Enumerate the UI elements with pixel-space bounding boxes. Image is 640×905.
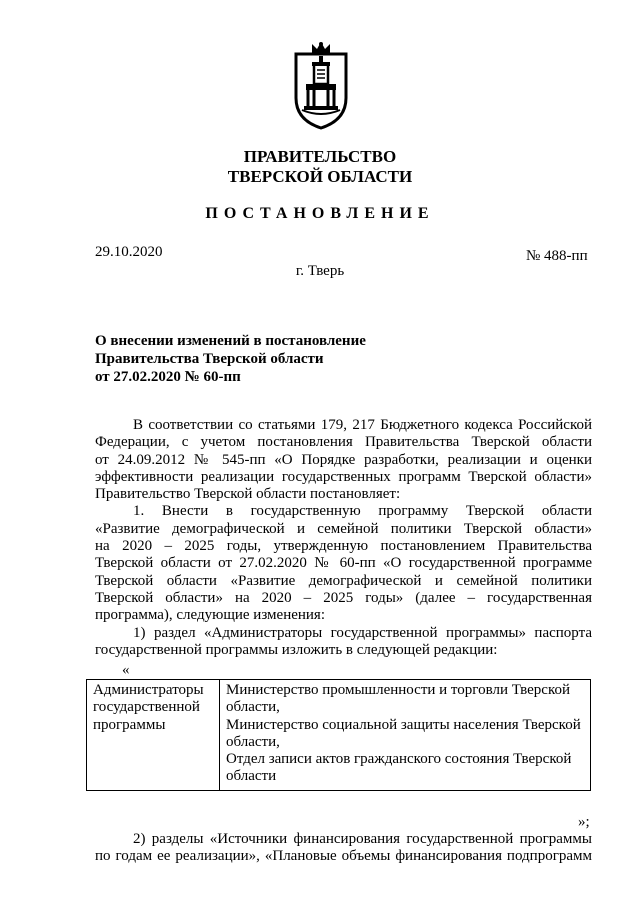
text-line: В соответствии со статьями 179, 217 Бюджетного кодекса Российской [133,417,592,433]
table-value-cell [220,680,591,791]
government-line-2: ТВЕРСКОЙ ОБЛАСТИ [227,167,413,186]
subitem-2-paragraph [95,831,592,866]
text-line: Правительство Тверской области постановляет: [95,486,401,503]
document-body [95,417,592,659]
table-row [87,680,591,791]
text-line: эффективности реализации государственных программ Тверской области» [95,468,592,485]
administrator-entry: Отдел записи актов гражданского состояния Тверской области [226,751,572,785]
label-line: программы [93,716,166,733]
administrator-entry: Министерство промышленности и торговли Тверской области, [226,682,570,716]
text-line: по годам ее реализации», «Плановые объемы финансирования подпрограмм [95,848,592,865]
text-line: Тверской области» на 2020 – 2025 годы» (далее – государственная [95,589,592,606]
tver-coat-of-arms-emblem [290,40,352,130]
label-line: Администраторы [93,682,204,698]
document-date: 29.10.2020 [95,244,163,260]
closing-quote: »; [578,814,590,830]
text-line: на 2020 – 2025 годы, утвержденную постановлением Правительства [95,538,592,555]
text-line: Федерации, с учетом постановления Правительства Тверской области [95,434,592,451]
administrator-entry: Министерство социальной защиты населения Тверской области, [226,716,581,750]
preamble-paragraph [95,417,592,503]
text-line: Тверской области от 27.02.2020 № 60-пп «О государственной программе [95,555,592,572]
administrators-table [86,679,591,791]
subject-line: от 27.02.2020 № 60-пп [95,369,241,385]
subject-line: О внесении изменений в постановление [95,333,366,349]
text-line: Тверской области «Развитие демографической и семейной политики [95,572,592,589]
text-line: 1) раздел «Администраторы государственной программы» паспорта [133,624,592,641]
subitem-1-paragraph [95,625,592,660]
table-label-cell [87,680,220,791]
opening-quote: « [122,662,130,678]
document-subject [95,332,366,386]
document-number: № 488-пп [526,248,588,264]
document-city: г. Тверь [295,263,345,279]
label-line: государственной [93,699,200,716]
text-line: государственной программы изложить в следующей редакции: [95,641,498,658]
government-title [0,147,640,187]
subject-line: Правительства Тверской области [95,351,324,367]
text-line: от 24.09.2012 № 545-пп «О Порядке разработки, реализации и оценки [95,451,592,468]
text-line: 1. Внести в государственную программу Тверской области [133,503,592,520]
document-type: ПОСТАНОВЛЕНИЕ [205,205,435,222]
text-line: «Развитие демографической и семейной политики Тверской области» [95,520,592,537]
item-1-paragraph [95,503,592,624]
text-line: программа), следующие изменения: [95,607,325,624]
text-line: 2) разделы «Источники финансирования государственной программы [133,831,592,847]
government-line-1: ПРАВИТЕЛЬСТВО [243,147,397,166]
